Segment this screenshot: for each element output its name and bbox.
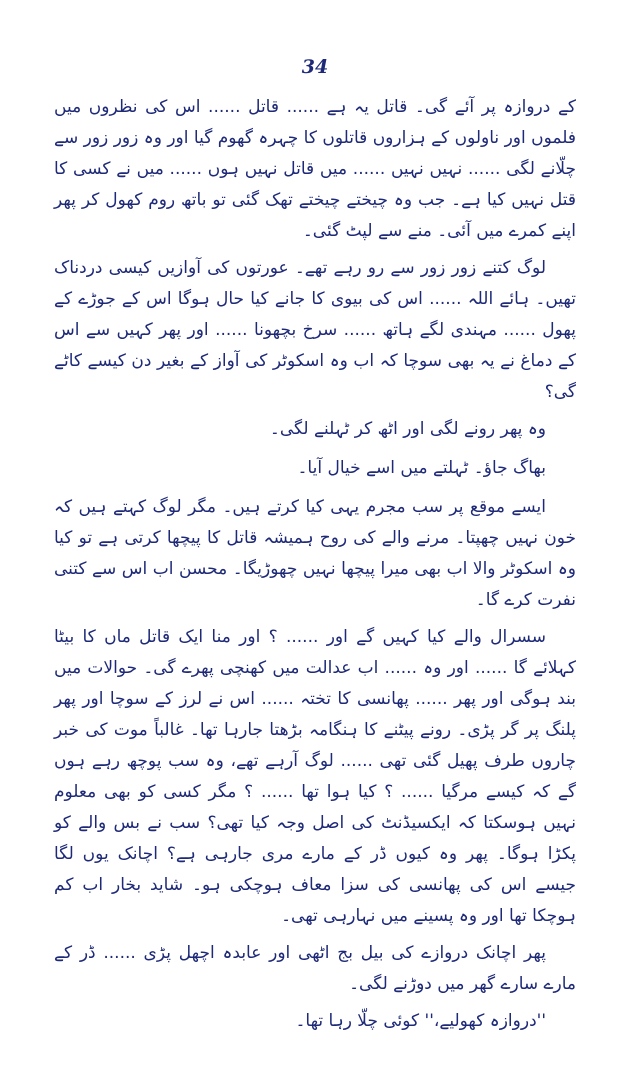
- page-number: 34: [301, 56, 329, 78]
- paragraph: بھاگ جاؤ۔ ٹہلتے میں اسے خیال آیا۔: [297, 458, 546, 478]
- paragraph: ایسے موقع پر سب مجرم یہی کیا کرتے ہیں۔ مگر لوگ کہتے ہیں کہ خون نہیں چھپتا۔ مرنے والے کی روح ہمیشہ قاتل کا پیچھا کرتی ہے تو کیا وہ اسکوٹر والا اب بھی میرا پیچھا نہیں چھوڑیگا۔ محسن اب اس سے کتنی نفرت کرے گا۔: [54, 497, 576, 610]
- paragraph: کے دروازہ پر آئے گی۔ قاتل یہ ہے ...... قاتل ...... اس کی نظروں میں فلموں اور ناولوں کے ہزاروں قاتلوں کا چہرہ گھوم گیا اور وہ زور زور سے چلّانے لگی ...... نہیں نہیں ...... میں قاتل نہیں ہوں ...... میں نے کسی کا قتل نہیں کیا ہے۔ جب وہ چیختے چیختے تھک گئی تو باتھ روم کھول کر پھر اپنے کمرے میں آئی۔ منے سے لپٹ گئی۔: [54, 97, 576, 241]
- paragraph: وہ پھر رونے لگی اور اٹھ کر ٹہلنے لگی۔: [269, 419, 546, 439]
- paragraph: لوگ کتنے زور زور سے رو رہے تھے۔ عورتوں کی آوازیں کیسی دردناک تھیں۔ ہائے اللہ ...... اس کی بیوی کا جانے کیا حال ہوگا اس کے جوڑے کے پھول ...... مہندی لگے ہاتھ ...... سرخ بچھونا ...... اور پھر کہیں سے اس کے دماغ نے یہ بھی سوچا کہ اب وہ اسکوٹر کی آواز کے بغیر دن کیسے کاٹے گی؟: [54, 258, 576, 402]
- paragraph: پھر اچانک دروازے کی بیل بج اٹھی اور عابدہ اچھل پڑی ...... ڈر کے مارے سارے گھر میں دوڑنے لگی۔: [54, 943, 576, 994]
- page-body-text: [54, 92, 576, 1043]
- paragraph: ''دروازہ کھولیے،'' کوئی چلّا رہا تھا۔: [295, 1011, 546, 1031]
- paragraph: سسرال والے کیا کہیں گے اور ...... ؟ اور منا ایک قاتل ماں کا بیٹا کہلائے گا ...... اور وہ ...... اب عدالت میں کھنچی پھرے گی۔ حوالات میں بند ہوگی اور پھر ...... پھانسی کا تختہ ...... اس نے لرز کے سوچا اور پھر پلنگ پر گر پڑی۔ رونے پیٹنے کا ہنگامہ بڑھتا جارہا تھا۔ غالباً موت کی خبر چاروں طرف پھیل گئی تھی ...... لوگ آرہے تھے، وہ سب پوچھ رہے ہوں گے کہ کیسے مرگیا ...... ؟ کیا ہوا تھا ...... ؟ مگر کسی کو بھی معلوم نہیں ہوسکتا کہ ایکسیڈنٹ کی اصل وجہ کیا تھی؟ سب نے بس والے کو پکڑا ہوگا۔ پھر وہ کیوں ڈر کے مارے مری جارہی ہے؟ اچانک یوں لگا جیسے اس کی پھانسی کی سزا معاف ہوچکی ہو۔ شاید بخار اب کم ہوچکا تھا اور وہ پسینے میں نہارہی تھی۔: [54, 627, 576, 926]
